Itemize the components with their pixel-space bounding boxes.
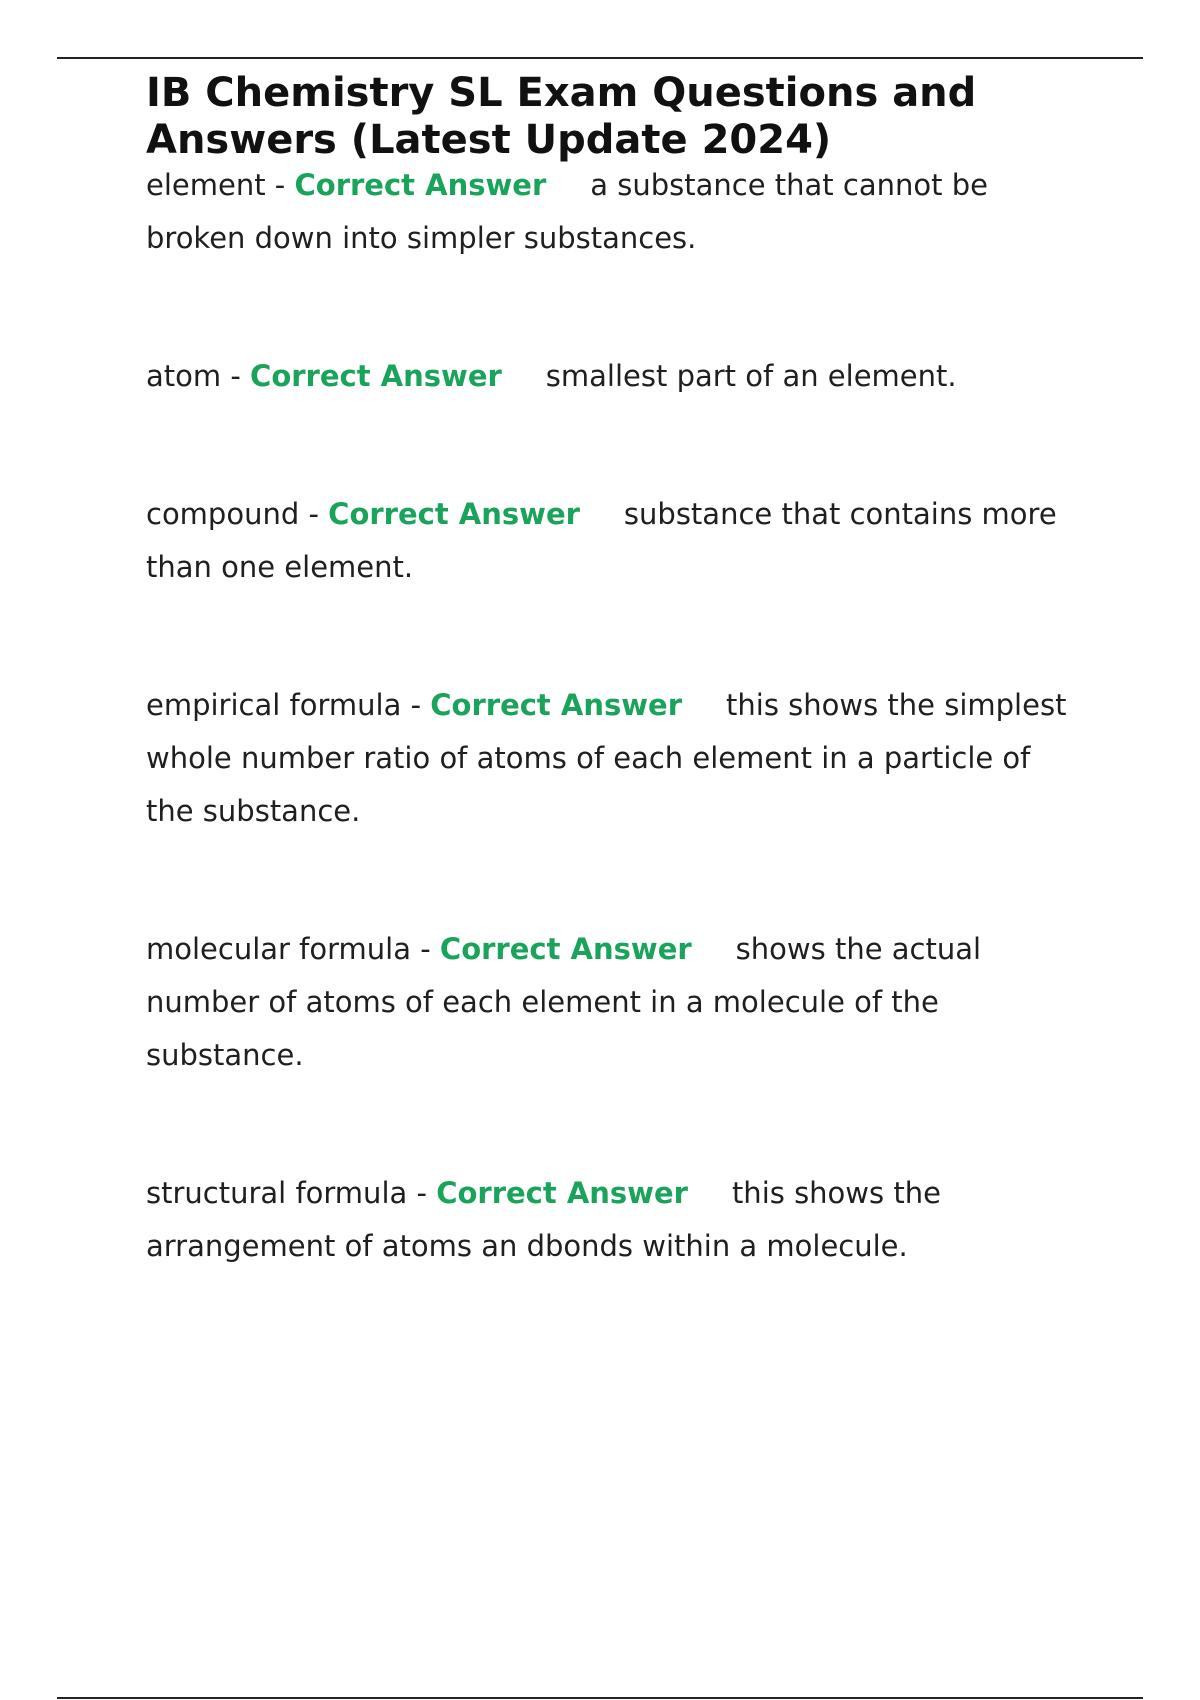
qa-entry-structural-formula — [146, 1167, 1076, 1273]
entry-definition: substance that contains more than one element. — [146, 497, 1057, 584]
entry-separator: - — [401, 688, 431, 722]
correct-answer-label: Correct Answer — [250, 359, 502, 393]
document-title: IB Chemistry SL Exam Questions and Answers (Latest Update 2024) — [146, 70, 977, 163]
entry-definition: smallest part of an element. — [545, 359, 957, 393]
correct-answer-label: Correct Answer — [436, 1176, 688, 1210]
qa-entry-compound — [146, 488, 1076, 594]
correct-answer-label: Correct Answer — [430, 688, 683, 722]
entry-definition: this shows the arrangement of atoms an dbonds within a molecule. — [146, 1176, 941, 1263]
entry-definition: a substance that cannot be broken down into simpler substances. — [146, 168, 988, 255]
qa-entry-molecular-formula — [146, 923, 1076, 1082]
entry-definition: this shows the simplest whole number ratio of atoms of each element in a particle of the substance. — [146, 688, 1067, 828]
entry-separator: - — [411, 932, 440, 966]
qa-entry-element — [146, 159, 1076, 265]
correct-answer-label: Correct Answer — [439, 932, 692, 966]
entry-term: empirical formula — [146, 688, 402, 722]
correct-answer-label: Correct Answer — [294, 168, 547, 202]
top-divider — [57, 57, 1143, 59]
entry-separator: - — [407, 1176, 437, 1210]
entry-term: structural formula — [146, 1176, 408, 1210]
entry-definition: shows the actual number of atoms of each element in a molecule of the substance. — [146, 932, 982, 1072]
qa-entry-empirical-formula — [146, 679, 1076, 838]
qa-entry-atom — [146, 350, 1076, 403]
entry-separator: - — [265, 168, 295, 202]
bottom-divider — [57, 1697, 1143, 1699]
entry-term: molecular formula — [146, 932, 412, 966]
document-body — [146, 70, 1076, 1273]
entry-separator: - — [221, 359, 251, 393]
entry-term: atom — [146, 359, 222, 393]
correct-answer-label: Correct Answer — [328, 497, 580, 531]
entry-separator: - — [299, 497, 329, 531]
entry-term: element — [146, 168, 266, 202]
entry-term: compound — [146, 497, 300, 531]
